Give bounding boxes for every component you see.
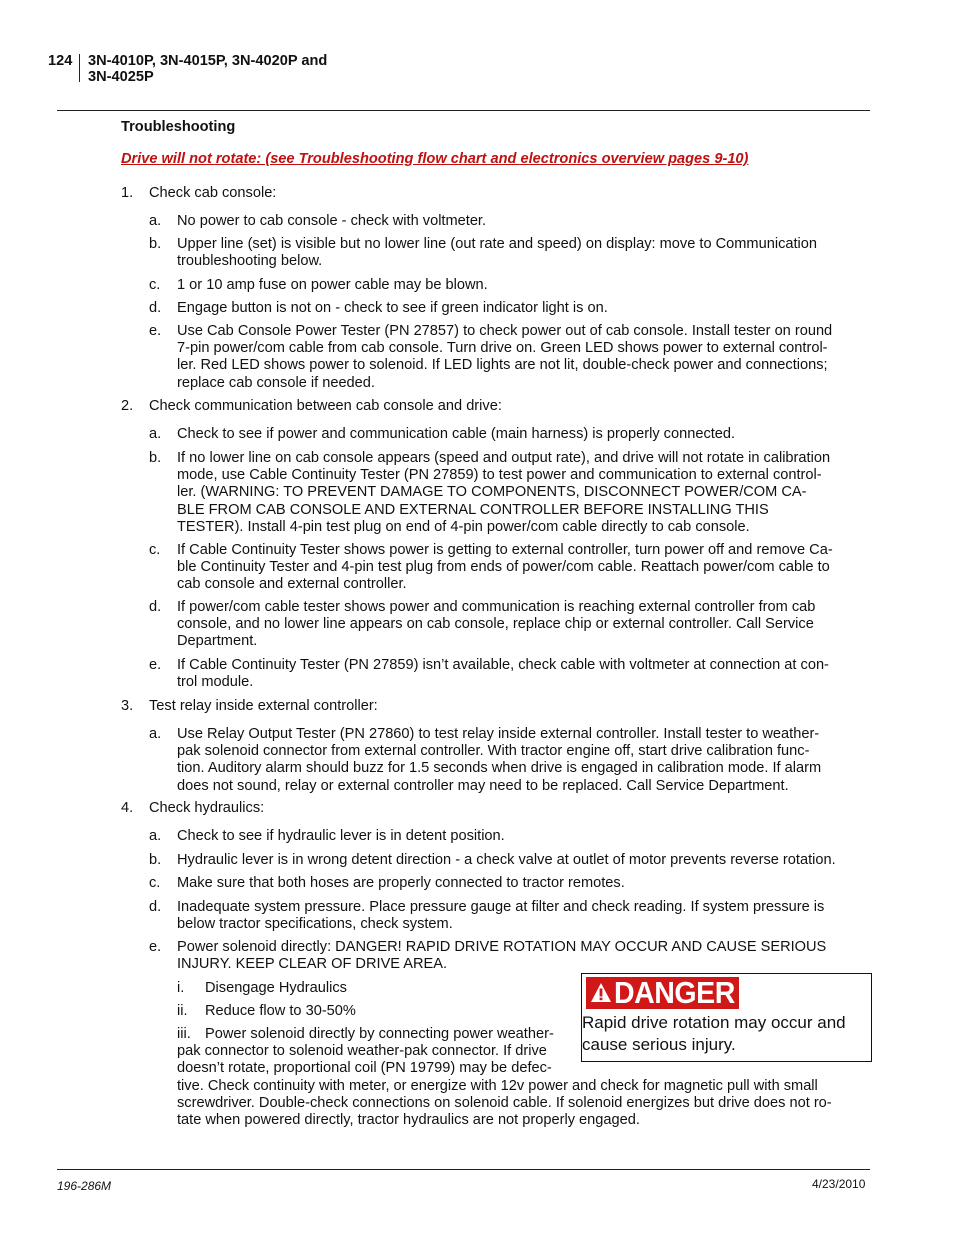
item-text-line: Upper line (set) is visible but no lower line (out rate and speed) on display: move to Communication: [177, 236, 818, 252]
item-text-line: below tractor specifications, check system.: [177, 916, 453, 933]
page-number: 124: [48, 53, 73, 69]
item-text-line: tion. Auditory alarm should buzz for 1.5 seconds when drive is engaged in calibration mode. If alarm: [177, 760, 822, 777]
danger-word: DANGER: [614, 975, 735, 1010]
item-label: b.: [149, 450, 162, 466]
item-label: a.: [149, 213, 162, 229]
item-text-line: 1 or 10 amp fuse on power cable may be blown.: [177, 277, 488, 293]
item-text-line: Engage button is not on - check to see if green indicator light is on.: [177, 300, 608, 316]
item-label: c.: [149, 542, 161, 558]
item-text-line: Check to see if hydraulic lever is in detent position.: [177, 828, 505, 844]
item-text-line: troubleshooting below.: [177, 253, 323, 270]
danger-notice: [581, 973, 872, 1062]
item-text-line: ler. Red LED shows power to solenoid. If LED lights are not lit, double-check power and connections;: [177, 357, 828, 374]
item-label: b.: [149, 236, 162, 252]
header-divider: [79, 54, 80, 82]
item-text-line: No power to cab console - check with voltmeter.: [177, 213, 487, 229]
item-label: a.: [149, 726, 162, 742]
sub-item-text-line: Power solenoid directly by connecting power weather-: [205, 1026, 554, 1042]
item-text-line: Power solenoid directly: DANGER! RAPID DRIVE ROTATION MAY OCCUR AND CAUSE SERIOUS: [177, 939, 827, 955]
danger-message-line1: Rapid drive rotation may occur and: [582, 1013, 846, 1032]
item-label: d.: [149, 599, 162, 615]
header-title-line1: 3N-4010P, 3N-4015P, 3N-4020P and: [88, 53, 328, 69]
sub-item-text-line: pak connector to solenoid weather-pak connector. If drive: [177, 1043, 547, 1060]
item-text-line: Use Cab Console Power Tester (PN 27857) to check power out of cab console. Install tester on round: [177, 323, 833, 339]
sub-item-text: Reduce flow to 30-50%: [205, 1003, 356, 1019]
step-number: 1.: [121, 185, 134, 201]
item-label: c.: [149, 875, 161, 891]
step-heading: Check cab console:: [149, 185, 277, 201]
danger-message: [582, 1012, 871, 1056]
item-label: e.: [149, 323, 162, 339]
subheading: Drive will not rotate: (see Troubleshooting flow chart and electronics overview pages 9-10): [121, 151, 749, 167]
item-text-line: ble Continuity Tester and 4-pin test plug from ends of power/com cable. Reattach power/com cable to: [177, 559, 830, 576]
item-label: d.: [149, 899, 162, 915]
item-label: d.: [149, 300, 162, 316]
item-text-line: replace cab console if needed.: [177, 374, 375, 391]
section-title: Troubleshooting: [121, 119, 236, 135]
sub-item-text-line: tate when powered directly, tractor hydraulics are not properly engaged.: [177, 1112, 640, 1128]
item-text-line: If no lower line on cab console appears (speed and output rate), and drive will not rotate in calibration: [177, 450, 831, 466]
item-text-line: console, and no lower line appears on cab console, replace chip or external controller. Call Service: [177, 616, 814, 633]
item-label: c.: [149, 277, 161, 293]
footer-doc-number: 196-286M: [57, 1179, 112, 1193]
item-label: a.: [149, 828, 162, 844]
sub-item-label: i.: [177, 980, 185, 996]
footer-rule: [57, 1169, 870, 1170]
step-number: 4.: [121, 800, 134, 816]
item-text-line: cab console and external controller.: [177, 576, 407, 593]
step-number: 2.: [121, 398, 134, 414]
item-text-line: INJURY. KEEP CLEAR OF DRIVE AREA.: [177, 956, 448, 973]
item-text-line: Check to see if power and communication cable (main harness) is properly connected.: [177, 426, 736, 442]
sub-item-text-line: screwdriver. Double-check connections on solenoid cable. If solenoid energizes but drive does not ro-: [177, 1094, 832, 1111]
item-text-line: does not sound, relay or external controller may need to be replaced. Call Service Department.: [177, 777, 789, 794]
header-title-line2: 3N-4025P: [88, 69, 154, 85]
header-rule: [57, 110, 870, 111]
footer-date: 4/23/2010: [812, 1177, 866, 1191]
item-text-line: BLE FROM CAB CONSOLE AND EXTERNAL CONTROLLER BEFORE INSTALLING THIS: [177, 501, 769, 518]
item-label: b.: [149, 852, 162, 868]
step-number: 3.: [121, 698, 134, 714]
sub-item-text-line: tive. Check continuity with meter, or energize with 12v power and check for magnetic pull with small: [177, 1077, 818, 1094]
item-label: e.: [149, 657, 162, 673]
danger-message-line2: cause serious injury.: [582, 1035, 736, 1054]
item-text-line: If Cable Continuity Tester (PN 27859) isn’t available, check cable with voltmeter at connection at con-: [177, 657, 829, 673]
step-heading: Test relay inside external controller:: [149, 698, 378, 714]
item-text-line: Use Relay Output Tester (PN 27860) to test relay inside external controller. Install tester to weather-: [177, 726, 820, 742]
item-text-line: Department.: [177, 633, 258, 650]
item-text-line: TESTER). Install 4-pin test plug on end of 4-pin power/com cable directly to cab console.: [177, 518, 750, 535]
item-text-line: Inadequate system pressure. Place pressure gauge at filter and check reading. If system pressure is: [177, 899, 825, 915]
item-text-line: ler. (WARNING: TO PREVENT DAMAGE TO COMPONENTS, DISCONNECT POWER/COM CA-: [177, 484, 807, 501]
danger-banner: [586, 977, 739, 1009]
step-heading: Check communication between cab console and drive:: [149, 398, 502, 414]
item-text-line: Hydraulic lever is in wrong detent direction - a check valve at outlet of motor prevents reverse rotation.: [177, 852, 836, 868]
warning-triangle-icon: [590, 982, 612, 1004]
item-label: a.: [149, 426, 162, 442]
sub-item-text-line: doesn’t rotate, proportional coil (PN 19799) may be defec-: [177, 1060, 552, 1077]
item-text-line: If Cable Continuity Tester shows power is getting to external controller, turn power off and remove Ca-: [177, 542, 833, 558]
item-text-line: 7-pin power/com cable from cab console. Turn drive on. Green LED shows power to external control-: [177, 340, 828, 357]
item-text-line: If power/com cable tester shows power and communication is reaching external controller from cab: [177, 599, 816, 615]
step-heading: Check hydraulics:: [149, 800, 265, 816]
sub-item-label: iii.: [177, 1026, 191, 1042]
sub-item-label: ii.: [177, 1003, 188, 1019]
item-text-line: Make sure that both hoses are properly connected to tractor remotes.: [177, 875, 625, 891]
item-label: e.: [149, 939, 162, 955]
sub-item-text: Disengage Hydraulics: [205, 980, 347, 996]
item-text-line: pak solenoid connector from external controller. With tractor engine off, start drive calibration func-: [177, 743, 810, 760]
item-text-line: trol module.: [177, 674, 254, 691]
item-text-line: mode, use Cable Continuity Tester (PN 27859) to test power and communication to external control-: [177, 467, 822, 484]
